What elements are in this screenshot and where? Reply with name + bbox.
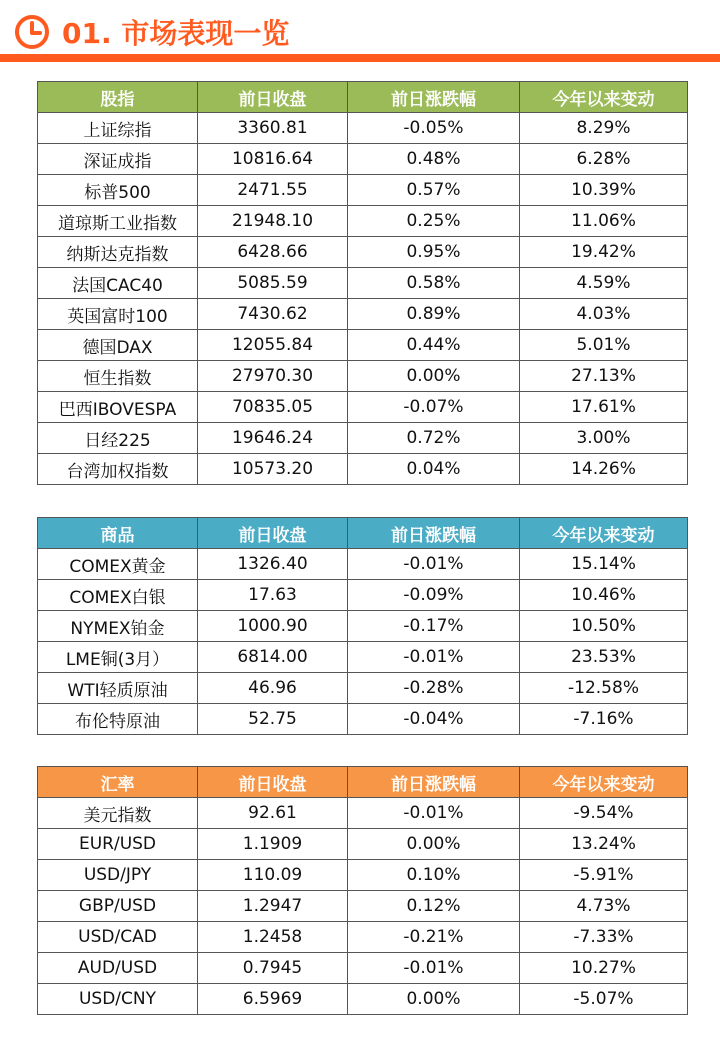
header-prev-change: 前日涨跌幅 xyxy=(348,518,520,549)
prev-close-cell: 19646.24 xyxy=(198,423,348,454)
prev-change-cell: -0.01% xyxy=(348,798,520,829)
header-prev-change: 前日涨跌幅 xyxy=(348,82,520,113)
ytd-change-cell: 10.46% xyxy=(520,580,688,611)
table-row xyxy=(38,922,688,953)
table-row xyxy=(38,268,688,299)
prev-change-cell: 0.57% xyxy=(348,175,520,206)
name-cell: 巴西IBOVESPA xyxy=(38,392,198,423)
prev-close-cell: 1326.40 xyxy=(198,549,348,580)
prev-close-cell: 110.09 xyxy=(198,860,348,891)
prev-close-cell: 1.2458 xyxy=(198,922,348,953)
ytd-change-cell: 8.29% xyxy=(520,113,688,144)
name-cell: 标普500 xyxy=(38,175,198,206)
prev-close-cell: 12055.84 xyxy=(198,330,348,361)
name-cell: 恒生指数 xyxy=(38,361,198,392)
prev-close-cell: 92.61 xyxy=(198,798,348,829)
name-cell: 日经225 xyxy=(38,423,198,454)
table-row xyxy=(38,175,688,206)
header-prev-close: 前日收盘 xyxy=(198,82,348,113)
prev-change-cell: 0.00% xyxy=(348,361,520,392)
prev-change-cell: -0.09% xyxy=(348,580,520,611)
name-cell: 道琼斯工业指数 xyxy=(38,206,198,237)
table-row xyxy=(38,891,688,922)
prev-close-cell: 2471.55 xyxy=(198,175,348,206)
table-row xyxy=(38,549,688,580)
ytd-change-cell: -9.54% xyxy=(520,798,688,829)
prev-close-cell: 6.5969 xyxy=(198,984,348,1015)
prev-change-cell: -0.21% xyxy=(348,922,520,953)
prev-close-cell: 70835.05 xyxy=(198,392,348,423)
stock-indices-table xyxy=(37,81,688,485)
name-cell: USD/CNY xyxy=(38,984,198,1015)
table-row xyxy=(38,860,688,891)
table-row xyxy=(38,299,688,330)
name-cell: 法国CAC40 xyxy=(38,268,198,299)
table-row xyxy=(38,984,688,1015)
ytd-change-cell: 17.61% xyxy=(520,392,688,423)
name-cell: COMEX白银 xyxy=(38,580,198,611)
header-prev-close: 前日收盘 xyxy=(198,767,348,798)
prev-close-cell: 10573.20 xyxy=(198,454,348,485)
prev-change-cell: -0.01% xyxy=(348,642,520,673)
ytd-change-cell: 4.73% xyxy=(520,891,688,922)
name-cell: NYMEX铂金 xyxy=(38,611,198,642)
name-cell: USD/CAD xyxy=(38,922,198,953)
name-cell: 台湾加权指数 xyxy=(38,454,198,485)
ytd-change-cell: 5.01% xyxy=(520,330,688,361)
prev-close-cell: 5085.59 xyxy=(198,268,348,299)
table-header-row xyxy=(38,767,688,798)
ytd-change-cell: 10.50% xyxy=(520,611,688,642)
table-row xyxy=(38,953,688,984)
header-prev-change: 前日涨跌幅 xyxy=(348,767,520,798)
name-cell: 德国DAX xyxy=(38,330,198,361)
header-name: 汇率 xyxy=(38,767,198,798)
ytd-change-cell: 10.39% xyxy=(520,175,688,206)
clock-icon xyxy=(14,14,50,50)
prev-change-cell: 0.89% xyxy=(348,299,520,330)
name-cell: 深证成指 xyxy=(38,144,198,175)
header-ytd-change: 今年以来变动 xyxy=(520,767,688,798)
name-cell: EUR/USD xyxy=(38,829,198,860)
table-header-row xyxy=(38,518,688,549)
name-cell: 美元指数 xyxy=(38,798,198,829)
prev-change-cell: 0.00% xyxy=(348,984,520,1015)
prev-close-cell: 7430.62 xyxy=(198,299,348,330)
ytd-change-cell: -7.33% xyxy=(520,922,688,953)
header-name: 商品 xyxy=(38,518,198,549)
prev-change-cell: 0.12% xyxy=(348,891,520,922)
prev-change-cell: 0.95% xyxy=(348,237,520,268)
name-cell: 英国富时100 xyxy=(38,299,198,330)
prev-close-cell: 52.75 xyxy=(198,704,348,735)
header-name: 股指 xyxy=(38,82,198,113)
ytd-change-cell: 10.27% xyxy=(520,953,688,984)
prev-change-cell: 0.48% xyxy=(348,144,520,175)
name-cell: LME铜(3月） xyxy=(38,642,198,673)
prev-close-cell: 3360.81 xyxy=(198,113,348,144)
prev-change-cell: 0.58% xyxy=(348,268,520,299)
prev-change-cell: -0.05% xyxy=(348,113,520,144)
table-row xyxy=(38,454,688,485)
header-prev-close: 前日收盘 xyxy=(198,518,348,549)
name-cell: USD/JPY xyxy=(38,860,198,891)
ytd-change-cell: 14.26% xyxy=(520,454,688,485)
prev-close-cell: 1.1909 xyxy=(198,829,348,860)
commodities-table xyxy=(37,517,688,735)
name-cell: AUD/USD xyxy=(38,953,198,984)
table-row xyxy=(38,611,688,642)
prev-close-cell: 1.2947 xyxy=(198,891,348,922)
header-divider xyxy=(0,54,720,62)
table-row xyxy=(38,361,688,392)
ytd-change-cell: 13.24% xyxy=(520,829,688,860)
ytd-change-cell: 11.06% xyxy=(520,206,688,237)
prev-change-cell: -0.04% xyxy=(348,704,520,735)
header-ytd-change: 今年以来变动 xyxy=(520,518,688,549)
prev-change-cell: 0.72% xyxy=(348,423,520,454)
prev-close-cell: 6428.66 xyxy=(198,237,348,268)
page-header xyxy=(0,0,720,68)
prev-change-cell: 0.10% xyxy=(348,860,520,891)
ytd-change-cell: 27.13% xyxy=(520,361,688,392)
table-row xyxy=(38,392,688,423)
name-cell: 纳斯达克指数 xyxy=(38,237,198,268)
prev-change-cell: 0.44% xyxy=(348,330,520,361)
table-row xyxy=(38,113,688,144)
table-row xyxy=(38,673,688,704)
name-cell: 布伦特原油 xyxy=(38,704,198,735)
name-cell: COMEX黄金 xyxy=(38,549,198,580)
table-row xyxy=(38,829,688,860)
prev-close-cell: 0.7945 xyxy=(198,953,348,984)
prev-close-cell: 10816.64 xyxy=(198,144,348,175)
name-cell: WTI轻质原油 xyxy=(38,673,198,704)
ytd-change-cell: -7.16% xyxy=(520,704,688,735)
header-ytd-change: 今年以来变动 xyxy=(520,82,688,113)
table-row xyxy=(38,423,688,454)
prev-change-cell: -0.07% xyxy=(348,392,520,423)
prev-change-cell: -0.28% xyxy=(348,673,520,704)
prev-change-cell: 0.25% xyxy=(348,206,520,237)
prev-close-cell: 1000.90 xyxy=(198,611,348,642)
ytd-change-cell: -12.58% xyxy=(520,673,688,704)
ytd-change-cell: 6.28% xyxy=(520,144,688,175)
table-row xyxy=(38,330,688,361)
table-row xyxy=(38,144,688,175)
table-row xyxy=(38,704,688,735)
prev-change-cell: -0.01% xyxy=(348,953,520,984)
ytd-change-cell: 4.03% xyxy=(520,299,688,330)
table-header-row xyxy=(38,82,688,113)
ytd-change-cell: 3.00% xyxy=(520,423,688,454)
prev-close-cell: 21948.10 xyxy=(198,206,348,237)
name-cell: 上证综指 xyxy=(38,113,198,144)
table-row xyxy=(38,642,688,673)
ytd-change-cell: -5.07% xyxy=(520,984,688,1015)
table-row xyxy=(38,206,688,237)
prev-change-cell: -0.17% xyxy=(348,611,520,642)
prev-close-cell: 6814.00 xyxy=(198,642,348,673)
ytd-change-cell: 15.14% xyxy=(520,549,688,580)
ytd-change-cell: -5.91% xyxy=(520,860,688,891)
prev-change-cell: 0.04% xyxy=(348,454,520,485)
table-row xyxy=(38,798,688,829)
table-row xyxy=(38,237,688,268)
ytd-change-cell: 19.42% xyxy=(520,237,688,268)
page-title: 01. 市场表现一览 xyxy=(62,17,290,50)
ytd-change-cell: 23.53% xyxy=(520,642,688,673)
prev-change-cell: 0.00% xyxy=(348,829,520,860)
prev-change-cell: -0.01% xyxy=(348,549,520,580)
ytd-change-cell: 4.59% xyxy=(520,268,688,299)
exchange-rates-table xyxy=(37,766,688,1015)
prev-close-cell: 17.63 xyxy=(198,580,348,611)
table-row xyxy=(38,580,688,611)
prev-close-cell: 27970.30 xyxy=(198,361,348,392)
prev-close-cell: 46.96 xyxy=(198,673,348,704)
name-cell: GBP/USD xyxy=(38,891,198,922)
